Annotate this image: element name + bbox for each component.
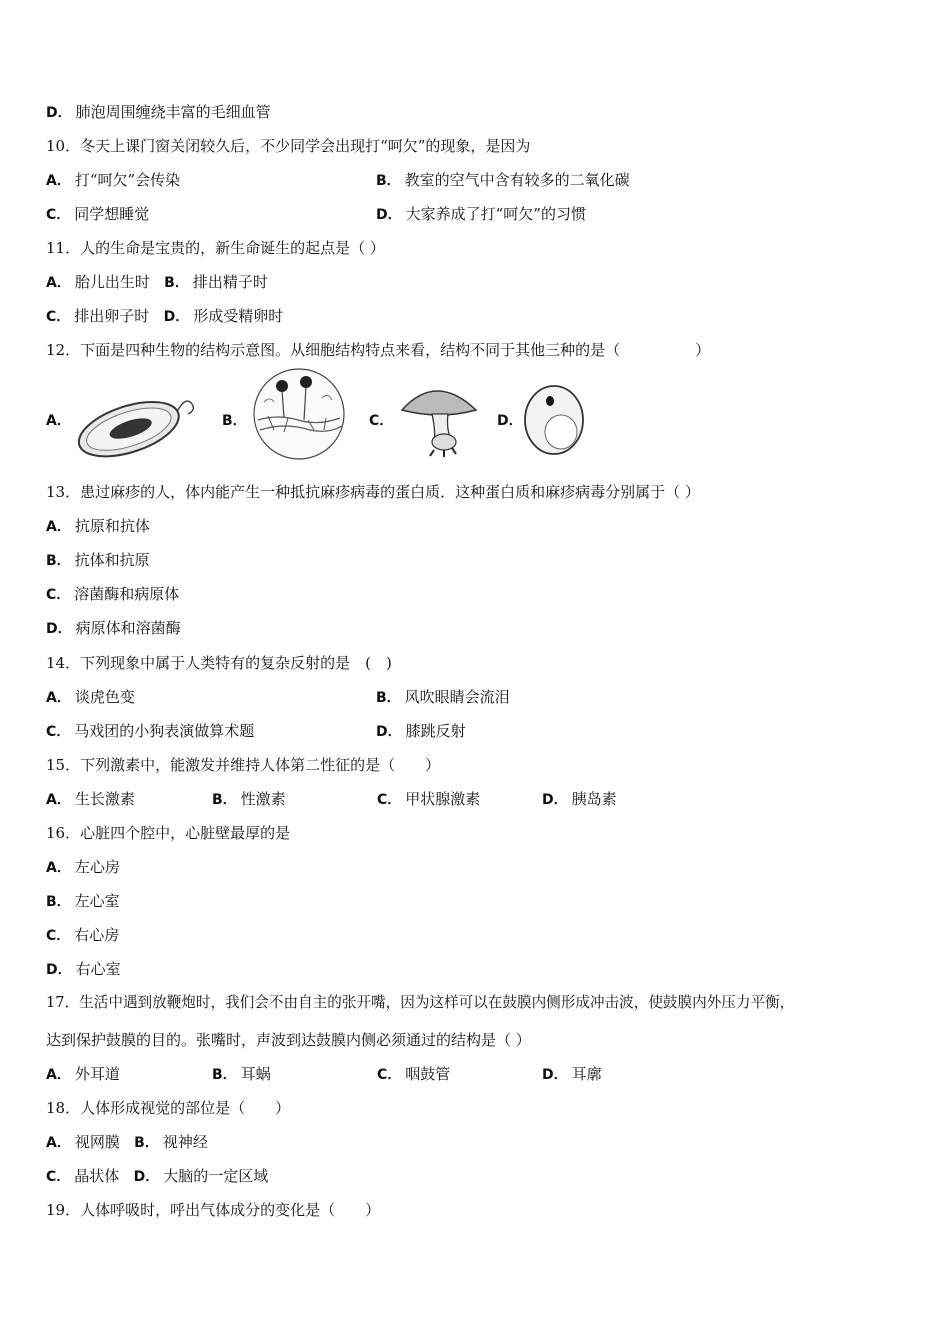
q17-option-a: A． 外耳道 [46,1065,120,1083]
option-d: D． 肺泡周围缠绕丰富的毛细血管 [46,103,271,121]
question-16: 16．心脏四个腔中，心脏壁最厚的是 [46,824,291,842]
q15-option-d: D． 胰岛素 [542,790,617,808]
mushroom-illustration [398,376,480,460]
bacterium-illustration [70,388,195,458]
q13-option-a: A． 抗原和抗体 [46,517,150,535]
q14-option-c: C． 马戏团的小狗表演做算术题 [46,722,255,740]
q15-option-b: B． 性激素 [212,790,286,808]
question-17: 17．生活中遇到放鞭炮时，我们会不由自主的张开嘴，因为这样可以在鼓膜内侧形成冲击波，使鼓膜内外压力平衡， [46,994,795,1011]
question-18: 18．人体形成视觉的部位是（ ） [46,1099,291,1117]
q15-option-c: C． 甲状腺激素 [377,790,481,808]
q10-option-b: B． 教室的空气中含有较多的二氧化碳 [376,171,630,189]
q12-label-b: B． [222,413,247,429]
q10-option-a: A． 打“呵欠”会传染 [46,171,181,189]
question-17-cont: 达到保护鼓膜的目的。张嘴时，声波到达鼓膜内侧必须通过的结构是（ ） [46,1031,531,1049]
q17-option-c: C． 咽鼓管 [377,1065,451,1083]
q16-option-b: B． 左心室 [46,892,120,910]
yeast-cell-illustration [523,384,585,456]
q12-label-d: D． [497,413,523,429]
q16-option-a: A． 左心房 [46,858,120,876]
q16-option-c: C． 右心房 [46,926,120,944]
question-14: 14．下列现象中属于人类特有的复杂反射的是 ( ) [46,654,392,672]
mold-illustration [248,368,350,460]
q14-option-d: D． 膝跳反射 [376,722,466,740]
q16-option-d: D． 右心室 [46,960,121,978]
question-15: 15．下列激素中，能激发并维持人体第二性征的是（ ） [46,756,441,774]
q17-option-b: B． 耳蜗 [212,1065,271,1083]
q12-label-c: C． [369,413,394,429]
question-12: 12．下面是四种生物的结构示意图。从细胞结构特点来看，结构不同于其他三种的是（ ） [46,341,711,359]
question-13: 13．患过麻疹的人，体内能产生一种抵抗麻疹病毒的蛋白质．这种蛋白质和麻疹病毒分别属于（ ） [46,483,700,501]
q13-option-b: B． 抗体和抗原 [46,551,150,569]
q15-option-a: A． 生长激素 [46,790,135,808]
q13-option-d: D． 病原体和溶菌酶 [46,619,181,637]
q10-option-c: C． 同学想睡觉 [46,205,150,223]
q10-option-d: D． 大家养成了打“呵欠”的习惯 [376,205,586,223]
question-11: 11．人的生命是宝贵的，新生命诞生的起点是（ ） [46,239,385,257]
question-19: 19．人体呼吸时，呼出气体成分的变化是（ ） [46,1201,381,1219]
q12-label-a: A． [46,413,71,429]
question-10: 10．冬天上课门窗关闭较久后，不少同学会出现打“呵欠”的现象，是因为 [46,137,531,155]
q11-options-cd: C． 排出卵子时 D． 形成受精卵时 [46,307,284,325]
q17-option-d: D． 耳廓 [542,1065,602,1083]
q12-figure-row [0,368,950,468]
q18-options-ab: A． 视网膜 B． 视神经 [46,1133,208,1151]
q14-option-a: A． 谈虎色变 [46,688,135,706]
q11-options-ab: A． 胎儿出生时 B． 排出精子时 [46,273,268,291]
q13-option-c: C． 溶菌酶和病原体 [46,585,180,603]
q14-option-b: B． 风吹眼睛会流泪 [376,688,510,706]
q18-options-cd: C． 晶状体 D． 大脑的一定区域 [46,1167,269,1185]
